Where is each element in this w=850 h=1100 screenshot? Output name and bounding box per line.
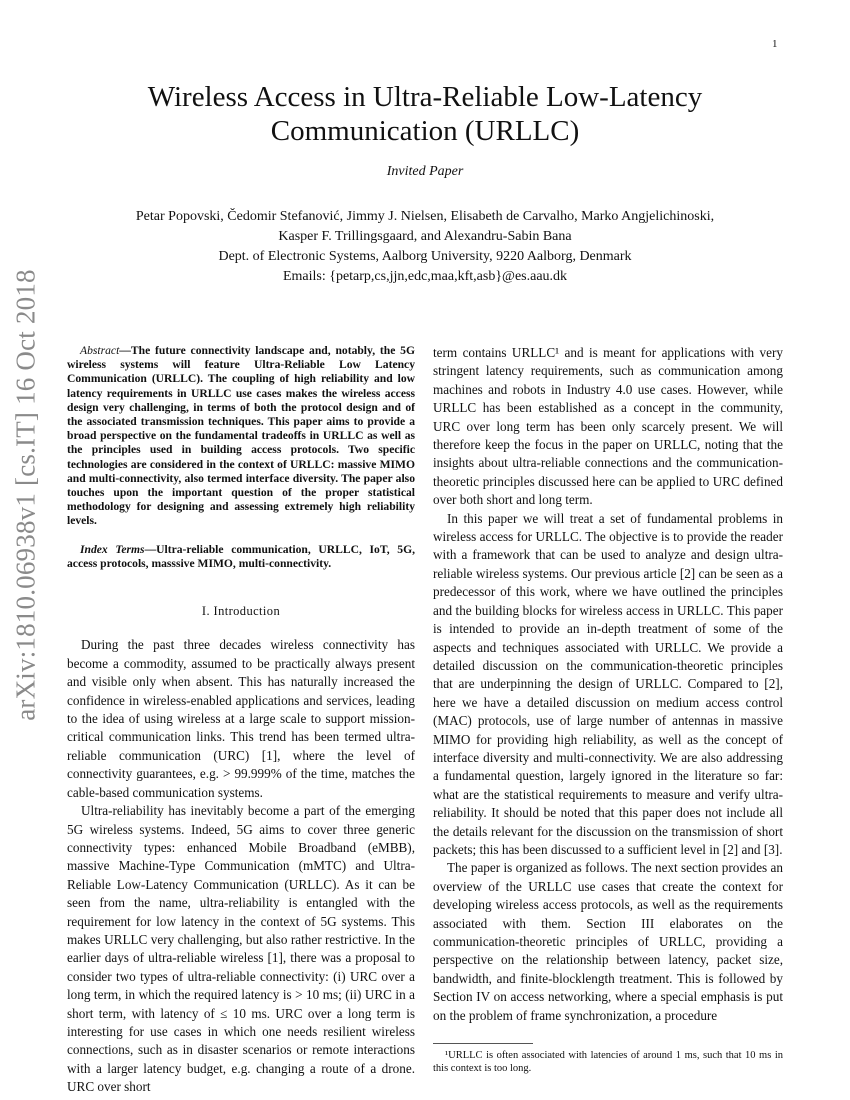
left-column — [67, 344, 415, 1097]
arxiv-stamp-text[interactable]: arXiv:1810.06938v1 [cs.IT] 16 Oct 2018 — [10, 269, 41, 721]
right-paragraph-2: In this paper we will treat a set of fundamental problems in wireless access for URLLC. The objective is to provide the reader with a framework that can be used to analyze and design ultra-reliable wireless systems. Our previous article [2] can be seen as a predecessor of this work, where we have outlined the principles and the building blocks for wireless access in URLLC. This paper is intended to provide an in-depth treatment of some of the aspects and techniques associated with URLLC. We provide a detailed discussion on the communication-theoretic principles that are underpinning the design of URLLC. Compared to [2], here we have a detailed discussion on medium access control (MAC) protocols, use of large number of antennas in massive MIMO for providing high reliability, as well as the concept of interface diversity and multi-connectivity. We are also addressing a fundamental question, largely ignored in the literature so far: what are the statistical requirements to measure and verify ultra-reliability. It should be noted that this paper does not include all the details relevant for the discussion on the transmission of short packets; this has been discussed to a sufficient level in [2] and [3]. — [433, 510, 783, 857]
right-column — [433, 344, 783, 1075]
section-heading: I. Introduction — [201, 604, 281, 619]
author-list-line-2: Kasper F. Trillingsgaard, and Alexandru-Sabin Bana — [278, 229, 572, 244]
intro-paragraph-1: During the past three decades wireless connectivity has become a commodity, assumed to be practically always present and visible only when absent. This has naturally increased the confidence in wireless-enabled applications and services, leading to the idea of using wireless at a large scale to support mission-critical communication links. This trend has been termed ultra-reliable communication (URC) [1], where the level of connectivity guarantees, e.g. > 99.999% of the time, matches the cable-based communication systems. — [67, 637, 415, 800]
affiliation: Dept. of Electronic Systems, Aalborg University, 9220 Aalborg, Denmark — [218, 249, 632, 264]
index-terms-text: —Ultra-reliable communication, URLLC, IoT, 5G, access protocols, masssive MIMO, multi-connectivity. — [67, 542, 415, 570]
page-number: 1 — [772, 38, 778, 50]
index-terms — [67, 543, 415, 571]
arxiv-stamp — [6, 269, 46, 721]
paper-title: Wireless Access in Ultra-Reliable Low-Latency Communication (URLLC) — [147, 81, 703, 147]
paper-subtitle: Invited Paper — [386, 164, 464, 179]
author-list-line-1: Petar Popovski, Čedomir Stefanović, Jimmy J. Nielsen, Elisabeth de Carvalho, Marko Angjelichinoski, — [135, 209, 715, 224]
index-terms-label: Index Terms — [80, 542, 145, 556]
footnote-divider — [433, 1043, 533, 1044]
intro-paragraph-2: Ultra-reliability has inevitably become a part of the emerging 5G wireless systems. Indeed, 5G aims to cover three generic connectivity types: enhanced Mobile Broadband (eMBB), massive Machine-Type Communication (mMTC) and Ultra-Reliable Low-Latency Communication (URLLC). As it can be seen from the name, ultra-reliability is entangled with the requirement for low latency in the context of 5G systems. This makes URLLC very challenging, but also rather restrictive. In the earlier days of ultra-reliable wireless [1], there was a proposal to consider two types of ultra-reliable connectivity: (i) URC over a long term, in which the required latency is > 10 ms; (ii) URC in a short term, with latency of ≤ 10 ms. URC over a long term is interesting for use cases in which one needs resilient wireless connections, such as in disaster scenarios or remote interactions with a larger latency budget, e.g. changing a route of a drone. URC over short — [67, 803, 415, 1095]
abstract — [67, 344, 415, 529]
author-block — [60, 207, 790, 287]
author-emails: Emails: {petarp,cs,jjn,edc,maa,kft,asb}@es.aau.dk — [282, 269, 568, 284]
abstract-text: —The future connectivity landscape and, notably, the 5G wireless systems will feature Ultra-Reliable Low Latency Communication (URLLC). The coupling of high reliability and low latency requirements in URLLC use cases makes the wireless access design very challenging, in terms of both the protocol design and of the associated transmission techniques. This paper aims to provide a broad perspective on the fundamental tradeoffs in URLLC as well as the principles used in building access protocols. Two specific technologies are considered in the context of URLLC: massive MIMO and multi-connectivity, also termed interface diversity. The paper also touches upon the important question of the proper statistical methodology for designing and assessing extremely high reliability levels. — [67, 344, 415, 528]
footnote: ¹URLLC is often associated with latencies of around 1 ms, such that 10 ms in this context is too long. — [433, 1050, 783, 1075]
right-paragraph-1: term contains URLLC¹ and is meant for applications with very stringent latency requirements, such as communication among machines and robots in Industry 4.0 use cases. However, while URLLC has been established as a concept in the community, URC over long term has been only scarcely present. We will therefore keep the focus in the paper on URLLC, noting that the insights about ultra-reliable connections and the communication-theoretic principles discussed here can be applied to URC defined over both short and long term. — [433, 345, 783, 508]
right-paragraph-3: The paper is organized as follows. The next section provides an overview of the URLLC use cases that create the context for developing wireless access protocols, as well as the requirements associated with them. Section III elaborates on the communication-theoretic principles of URLLC, providing a perspective on the relationship between latency, packet size, bandwidth, and finite-blocklength treatment. This is followed by Section IV on access networking, where a special emphasis is put on the problem of frame synchronization, a procedure — [433, 860, 783, 1023]
abstract-label: Abstract — [80, 344, 120, 357]
